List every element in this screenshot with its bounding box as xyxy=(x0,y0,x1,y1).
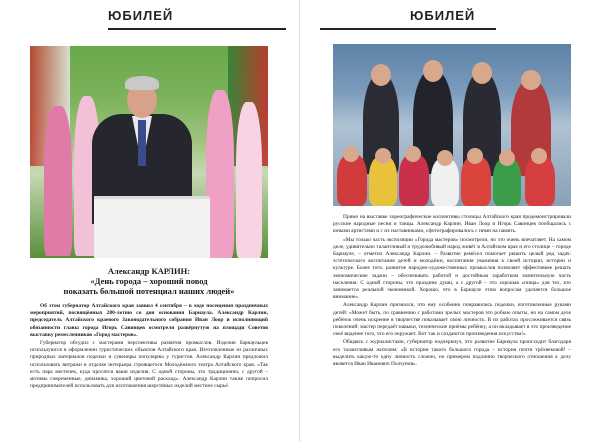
child-face xyxy=(405,146,421,162)
article-paragraph: Прямо на выставке хореографические коллективы столицы Алтайского края продемонстрировали русские народные песни и танцы. Александр Карлин, Иван Лоор и Игорь Савинцев пообщались с юными артистами и с их наставниками, сфотографировались с ними на память. xyxy=(333,214,571,235)
article-paragraph: Губернатор обсудил с мастерами перспективы развития промыслов. Изделия барнаульцев используются в оформлении туристических объектов Алтайского края. Изготовленные из различных природных материалов поделки и сувениры популярны у туристов. Александр Карлин предложил использовать витражи в отделке интерьера строящегося Молодёжного театра Алтайского края. «Так есть пара местечек, куда просятся ваши изделия. С одной стороны, это традиционно, с другой – мотивы современные, динамика, хороший цветовой расклад». Александр Карлин также попросил предпринимателей использовать для изготовления шерстяных изделий местное сырьё. xyxy=(30,340,268,390)
caption-quote-line1: «День города – хороший повод xyxy=(90,276,208,286)
governor-speech-photo xyxy=(30,46,268,258)
group-photo-with-children xyxy=(333,44,571,206)
official-face xyxy=(371,64,391,86)
left-article-body xyxy=(30,303,268,391)
photo-caption xyxy=(30,266,268,296)
right-section-title: ЮБИЛЕЙ xyxy=(410,8,476,23)
caption-name: Александр КАРЛИН: xyxy=(107,266,191,276)
right-header-rule xyxy=(320,28,496,30)
child-face xyxy=(467,148,483,164)
speaker-hair xyxy=(125,76,159,90)
caption-quote-line2: показать большой потенциал наших людей» xyxy=(63,286,235,296)
child-face xyxy=(343,146,359,162)
podium xyxy=(94,196,210,258)
child-face xyxy=(437,150,453,166)
article-paragraph: Об этом губернатор Алтайского края заявил 4 сентября – в ходе посещения праздничных мероприятий, посвящённых 280-летию со дня основания Барнаула. Александр Карлин, председатель Алтайского краевого Законодательного собрания Иван Лоор и исполняющий обязанности главы города Игорь Савинцев осмотрели развёрнутую на площади Советов выставку ремесленников «Город мастеров». xyxy=(30,303,268,338)
child-face xyxy=(375,148,391,164)
article-paragraph: Общаясь с журналистами, губернатор подчеркнул, что развитие Барнаула происходит благодаря его талантливым жителям: «В истории такого большого города – история почти трёхвековой! – выделить какую-то одну личность сложно, но примером подлинно творческого отношения к делу является Иван Иванович Ползунов». xyxy=(333,339,571,368)
right-article-body xyxy=(333,214,571,369)
child-face xyxy=(499,150,515,166)
speaker-tie xyxy=(138,120,146,166)
official-face xyxy=(423,60,443,82)
dancer-face xyxy=(521,70,541,90)
child-face xyxy=(531,148,547,164)
dancer-figure xyxy=(44,106,72,256)
official-face xyxy=(472,62,492,84)
left-section-title: ЮБИЛЕЙ xyxy=(108,8,174,23)
dancer-figure xyxy=(236,102,262,258)
article-paragraph: «Мы только часть экспозиции «Города мастеров» посмотрели, но это очень впечатляет. На самом деле, удивительно талантливый и трудолюбивый народ живёт в Алтайском крае и его столице – городе Барнауле, – отметил Александр Карлин. – Развитие ремёсел помогает решить целый ряд задач: эстетического воспитания детей и молодёжи, воспитания уважения к своей истории, истории и культуре. Более того, развитие народно-художественных промыслов позволяет эффективнее решать экономические задачи – обеспечивать работой и достойным заработком значительную часть населения. С одной стороны, это праздник души, а с другой – это хорошая «пища» для тех, кто занимается реальной экономикой. Хорошо, что в Барнауле этим вопросам уделяется большое внимание». xyxy=(333,236,571,301)
article-paragraph: Александр Карлин признался, что ему особенно понравились поделки, изготовленные руками детей: «Может быть, по сравнению с работами зрелых мастеров это робкие опыты, но на самом деле ребёнок очень искренне в творчестве показывает свою личность. В их работах прослеживается связь поколений: мастер передаёт навыки, технические приёмы ребёнку, а он вкладывает в это произведение своё видение того, что его окружает. Вот так и создаются произведения искусства!» xyxy=(333,302,571,338)
left-header-rule xyxy=(108,28,286,30)
dancer-figure xyxy=(206,90,234,258)
